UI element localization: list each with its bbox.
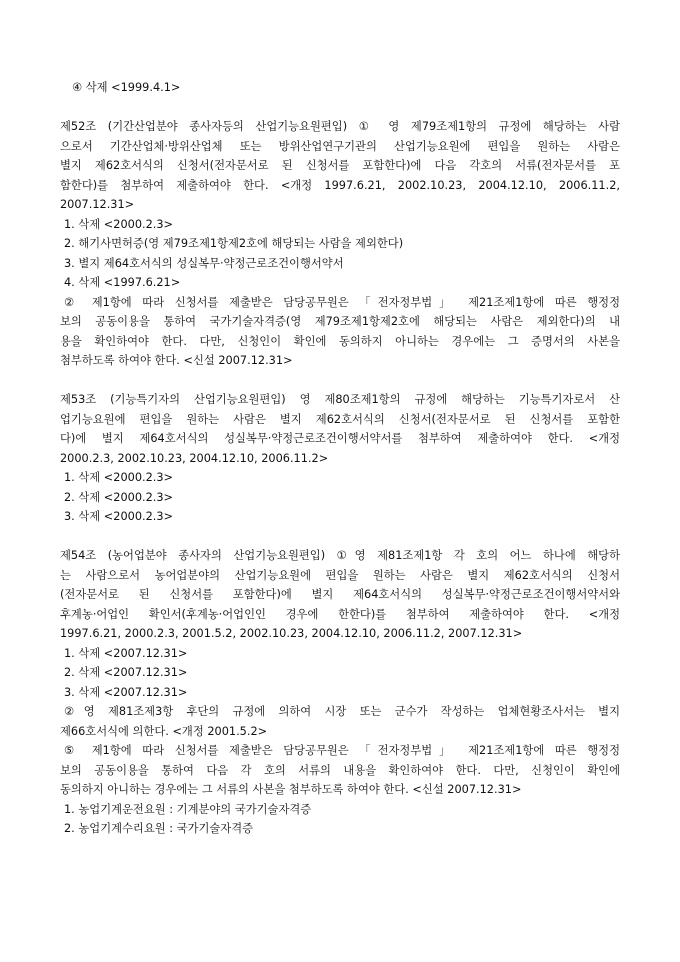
article-54-paragraph-2: 제66호서식에 의한다. <개정 2001.5.2> xyxy=(60,724,268,738)
spacer xyxy=(60,527,620,547)
spacer xyxy=(60,371,620,391)
article-52-item: 1. 삭제 <2000.2.3> xyxy=(64,217,174,231)
article-52-text: 함한다)를 첨부하여 제출하여야 한다. <개정 1997.6.21, 2002.10.23, 2004.12.10, 2006.11.2, xyxy=(60,178,620,192)
article-54-paragraph-2: ②영 제81조제3항 후단의 규정에 의하여 시장 또는 군수가 작성하는 업체현황조사서는 별지 xyxy=(64,705,620,718)
spacer xyxy=(60,98,620,118)
article-52-paragraph-2: 보의 공동이용을 통하여 국가기술자격증(영 제79조제1항제2호에 해당되는 사람은 제외한다)의 내 xyxy=(60,315,620,328)
article-53-item: 1. 삭제 <2000.2.3> xyxy=(64,471,174,484)
article-54-item: 3. 삭제 <2007.12.31> xyxy=(64,685,188,699)
article-54-paragraph-3: 보의 공동이용을 통하여 다음 각 호의 서류의 내용을 확인하여야 한다. 다만, 신청인이 확인에 xyxy=(60,763,620,777)
article-52-text: 별지 제62호서식의 신청서(전자문서로 된 신청서를 포함한다)에 다음 각호의 서류(전자문서를 포 xyxy=(60,159,620,172)
article-53-text: 업기능요원에 편입을 원하는 사람은 별지 제62호서식의 신청서(전자문서로 된 신청서를 포함한 xyxy=(60,412,620,426)
article-51-item-4: ④ 삭제 <1999.4.1> xyxy=(72,81,181,94)
article-54-item: 1. 삭제 <2007.12.31> xyxy=(64,646,188,660)
article-52-text: 으로서 기간산업체·방위산업체 또는 방위산업연구기관의 산업기능요원에 편입을 원하는 사람은 xyxy=(60,139,620,153)
article-54-paragraph-3-item: 2. 농업기계수리요원 : 국가기술자격증 xyxy=(64,822,254,835)
article-54-text: 후계농·어업인 확인서(후계농·어업인인 경우에 한한다)를 첨부하여 제출하여야 한다. <개정 xyxy=(60,607,620,621)
article-54-text: (전자문서로 된 신청서를 포함한다)에 별지 제64호서식의 성실복무·약정근로조건이행서약서와 xyxy=(60,588,620,601)
article-52-item: 2. 해기사면허증(영 제79조제1항제2호에 해당되는 사람을 제외한다) xyxy=(64,237,404,250)
article-52-heading: 제52조 (기간산업분야 종사자등의 산업기능요원편입) ① 영 제79조제1항의 규정에 해당하는 사람 xyxy=(60,120,620,133)
article-54-text: 1997.6.21, 2000.2.3, 2001.5.2, 2002.10.23, 2004.12.10, 2006.11.2, 2007.12.31> xyxy=(60,627,523,640)
article-53-text: 다)에 별지 제64호서식의 성실복무·약정근로조건이행서약서를 첨부하여 제출하여야 한다. <개정 xyxy=(60,432,620,445)
article-54-paragraph-3: 동의하지 아니하는 경우에는 그 서류의 사본을 첨부하도록 하여야 한다. <신설 2007.12.31> xyxy=(60,783,522,796)
article-52-item: 3. 별지 제64호서식의 성실복무·약정근로조건이행서약서 xyxy=(64,256,344,270)
article-54-paragraph-3: ⑤ 제1항에 따라 신청서를 제출받은 담당공무원은 「전자정부법」 제21조제1항에 따른 행정정 xyxy=(64,744,620,757)
article-52-text: 2007.12.31> xyxy=(60,198,135,211)
article-53-item: 2. 삭제 <2000.2.3> xyxy=(64,490,174,504)
article-52-item: 4. 삭제 <1997.6.21> xyxy=(64,276,181,289)
article-54-paragraph-3-item: 1. 농업기계운전요원 : 기계분야의 국가기술자격증 xyxy=(64,802,312,816)
article-52-paragraph-2: 용을 확인하여야 한다. 다만, 신청인이 확인에 동의하지 아니하는 경우에는 그 증명서의 사본을 xyxy=(60,334,620,348)
article-52-paragraph-2: 첨부하도록 하여야 한다. <신설 2007.12.31> xyxy=(60,354,293,367)
article-53-heading: 제53조 (기능특기자의 산업기능요원편입) 영 제80조제1항의 규정에 해당하는 기능특기자로서 산 xyxy=(60,393,620,406)
article-53-text: 2000.2.3, 2002.10.23, 2004.12.10, 2006.11.2> xyxy=(60,451,329,465)
article-54-text: 는 사람으로서 농어업분야의 산업기능요원에 편입을 원하는 사람은 별지 제62호서식의 신청서 xyxy=(60,568,620,582)
article-54-heading: 제54조 (농어업분야 종사자의 산업기능요원편입) ①영 제81조제1항 각 호의 어느 하나에 해당하 xyxy=(60,549,620,562)
document-page xyxy=(60,78,620,839)
article-53-item: 3. 삭제 <2000.2.3> xyxy=(64,510,174,523)
article-54-item: 2. 삭제 <2007.12.31> xyxy=(64,666,188,679)
article-52-paragraph-2: ② 제1항에 따라 신청서를 제출받은 담당공무원은 「전자정부법」 제21조제1항에 따른 행정정 xyxy=(64,295,620,309)
